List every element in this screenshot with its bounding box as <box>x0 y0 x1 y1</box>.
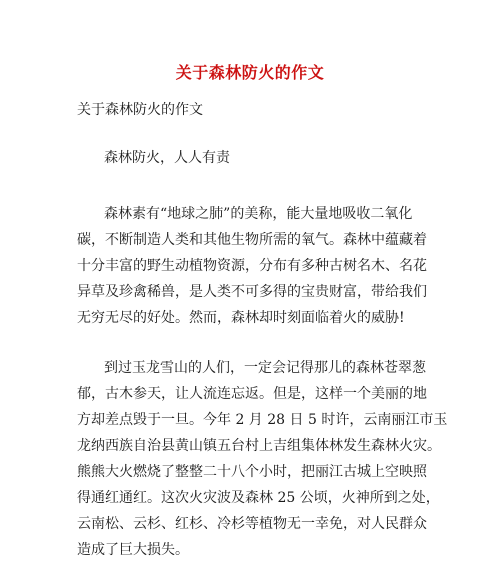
paragraph-forest-value <box>77 201 437 331</box>
paragraph-line: 无穷无尽的好处。然而，森林却时刻面临着火的威胁! <box>77 310 405 326</box>
paragraph-line: 郁，古木参天，让人流连忘返。但是，这样一个美丽的地 <box>77 386 427 402</box>
paragraph-line: 造成了巨大损失。 <box>77 542 189 558</box>
section-heading: 森林防火，人人有责 <box>104 150 230 166</box>
paragraph-line: 得通红通红。这次火灾波及森林 25 公顷，火神所到之处， <box>77 490 440 506</box>
paragraph-line: 熊熊大火燃烧了整整二十八个小时，把丽江古城上空映照 <box>77 464 427 480</box>
paragraph-yulong-fire <box>77 355 448 563</box>
paragraph-line: 森林素有“地球之肺”的美称，能大量地吸收二氧化 <box>104 206 413 222</box>
paragraph-line: 云南松、云杉、红杉、冷杉等植物无一幸免，对人民群众 <box>77 516 427 532</box>
paragraph-line: 方却差点毁于一旦。今年 2 月 28 日 5 时许，云南丽江市玉 <box>77 412 448 428</box>
paragraph-line: 十分丰富的野生动植物资源，分布有多种古树名木、名花 <box>77 258 427 274</box>
document-subtitle: 关于森林防火的作文 <box>77 102 203 118</box>
paragraph-line: 到过玉龙雪山的人们，一定会记得那儿的森林苍翠葱 <box>104 360 426 376</box>
paragraph-line: 异草及珍禽稀兽，是人类不可多得的宝贵财富，带给我们 <box>77 284 427 300</box>
document-title: 关于森林防火的作文 <box>175 63 325 82</box>
paragraph-line: 龙纳西族自治县黄山镇五台村上吉组集体林发生森林火灾。 <box>77 438 441 454</box>
paragraph-line: 碳，不断制造人类和其他生物所需的氧气。森林中蕴藏着 <box>77 232 427 248</box>
